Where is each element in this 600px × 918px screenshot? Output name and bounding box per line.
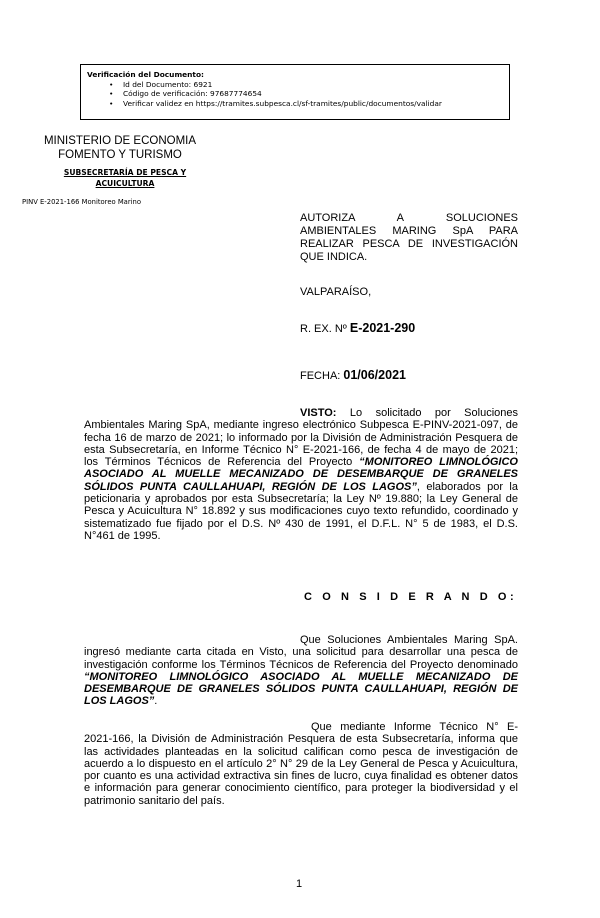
date-value: 01/06/2021	[343, 368, 406, 382]
ministry-line-1: MINISTERIO DE ECONOMIA	[43, 135, 197, 147]
considerando-2-text-1: Que mediante Informe Técnico N° E-2021-166, la División de Administración Pesquera de esta Subsecretaría, informa que las actividades planteadas en la solicitud califican como pesca de investigación de acuerdo a lo dispuesto en el artículo 2° N° 29 de la Ley General de Pesca y Acuicultura, por cuanto es una actividad extractiva sin fines de lucro, cuya finalidad es obtener datos e información para generar conocimiento científico, para proteger la biodiversidad y el patrimonio sanitario del país.	[84, 721, 518, 807]
ministry-heading	[20, 135, 220, 162]
visto-text-1: Lo solicitado por Soluciones Ambientales Maring SpA, mediante ingreso electrónico Subpesca E-PINV-2021-097, de fecha 16 de marzo de 2021; lo informado por la División de Administración Pesquera de esta Subsecretaría, en Informe Técnico N° E-2021-166, de fecha 4 de mayo de 2021; los Términos Técnicos de Referencia del Proyecto	[84, 407, 518, 469]
verification-box	[80, 64, 510, 120]
considerando-1-project-name: “MONITOREO LIMNOLÓGICO ASOCIADO AL MUELLE MECANIZADO DE DESEMBARQUE DE GRANELES SÓLIDOS PUNTA CAULLAHUAPI, REGIÓN DE LOS LAGOS”	[84, 670, 518, 708]
subsecretaria-heading	[40, 168, 210, 189]
verification-url[interactable]: • Verificar validez en https://tramites.subpesca.cl/sf-tramites/public/documentos/validar	[123, 99, 503, 109]
verification-title: Verificación del Documento:	[87, 70, 204, 79]
visto-text-2: , elaborados por la peticionaria y aprobados por esta Subsecretaría; la Ley Nº 19.880; la Ley General de Pesca y Acuicultura N° 18.892 y sus modificaciones cuyo texto refundido, coordinado y sistematizado fue fijado por el D.S. Nº 430 de 1991, el D.F.L. N° 5 de 1983, el D.S. N°461 de 1995.	[84, 480, 518, 542]
verification-list	[87, 80, 503, 109]
resolution-number	[300, 321, 415, 335]
considerando-paragraph-1	[84, 634, 518, 708]
subsecretaria-line-1: SUBSECRETARÍA DE PESCA Y	[63, 168, 187, 177]
considerando-title: C O N S I D E R A N D O:	[304, 591, 518, 603]
considerando-1-text-1: Que Soluciones Ambientales Maring SpA. ingresó mediante carta citada en Visto, una solicitud para desarrollar una pesca de investigación conforme los Términos Técnicos de Referencia del Proyecto denominado	[84, 634, 518, 671]
date-label: FECHA:	[300, 370, 341, 382]
subsecretaria-line-2: ACUICULTURA	[95, 178, 155, 188]
ministry-line-2: FOMENTO Y TURISMO	[58, 148, 182, 161]
document-id: • Id del Documento: 6921	[123, 80, 503, 90]
resolution-date	[300, 368, 406, 382]
summary-line-1: AUTORIZA A SOLUCIONES	[300, 212, 518, 224]
considerando-1-text-2: .	[154, 695, 158, 708]
verification-code: • Código de verificación: 97687774654	[123, 89, 503, 99]
resolution-summary	[300, 212, 518, 264]
resolution-value: E-2021-290	[349, 321, 416, 335]
summary-line-2: AMBIENTALES MARING SpA PARA	[300, 225, 518, 237]
considerando-paragraph-2	[84, 721, 518, 807]
page-number: 1	[296, 878, 303, 890]
visto-label: VISTO:	[300, 407, 337, 419]
summary-line-3: REALIZAR PESCA DE INVESTIGACIÓN	[300, 238, 518, 250]
place: VALPARAÍSO,	[300, 286, 372, 298]
resolution-prefix: R. EX. Nº	[300, 323, 347, 335]
summary-line-4: QUE INDICA.	[300, 251, 368, 263]
visto-paragraph	[84, 407, 518, 542]
reference-code: PINV E-2021-166 Monitoreo Marino	[22, 198, 141, 206]
visto-project-name: “MONITOREO LIMNOLÓGICO ASOCIADO AL MUELLE MECANIZADO DE DESEMBARQUE DE GRANELES SÓLIDOS PUNTA CAULLAHUAPI, REGIÓN DE LOS LAGOS”	[84, 456, 518, 493]
